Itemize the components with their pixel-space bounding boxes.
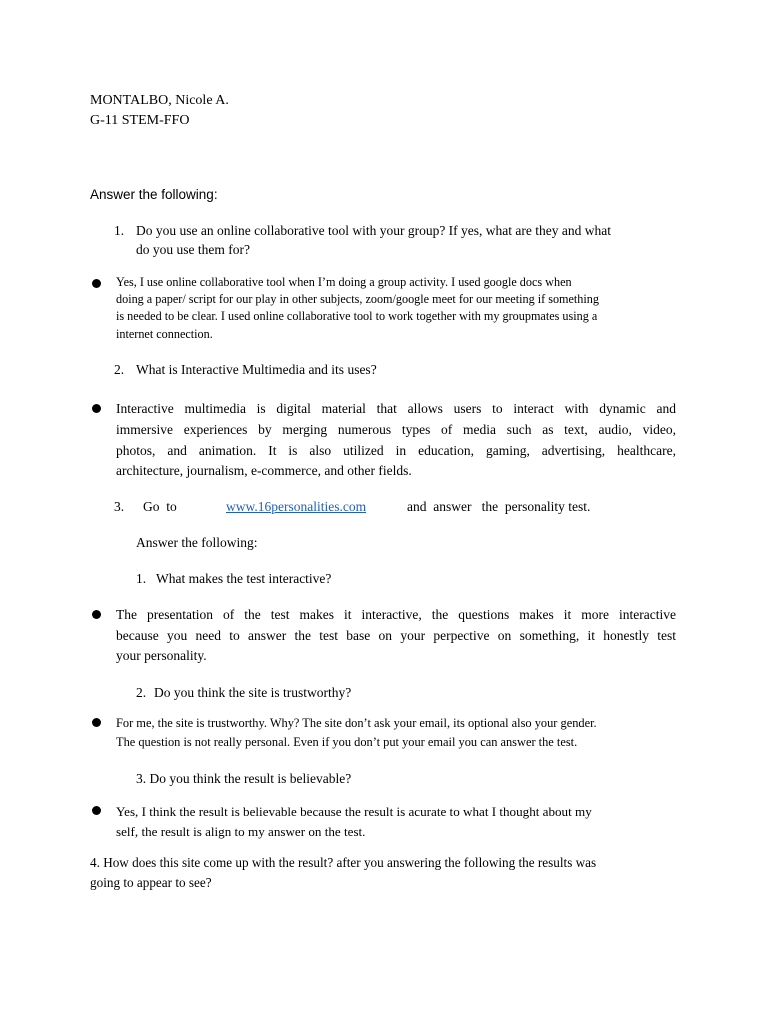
sub-answer-1	[116, 605, 676, 667]
answer-line: Yes, I use online collaborative tool when I’m doing a group activity. I used google docs when	[116, 275, 572, 289]
question-1-line: Do you use an online collaborative tool with your group? If yes, what are they and what	[136, 223, 611, 238]
sub-answer-3	[116, 802, 592, 841]
bullet-icon	[92, 806, 101, 815]
question-1-number: 1.	[114, 223, 125, 238]
question-1	[136, 221, 676, 259]
answer-line: because you need to answer the test base on your perpective on something, it honestly test	[116, 627, 676, 643]
sub-answer-2	[116, 714, 597, 752]
answer-line: self, the result is align to my answer on the test.	[116, 823, 366, 839]
question-2: What is Interactive Multimedia and its uses?	[136, 362, 377, 377]
sub-question-2-number: 2.	[136, 685, 147, 700]
answer-2	[116, 399, 676, 482]
question-4-line: 4. How does this site come up with the result? after you answering the following the results was	[90, 855, 597, 870]
bullet-icon	[92, 610, 101, 619]
student-name: MONTALBO, Nicole A.	[90, 93, 229, 108]
bullet-icon	[92, 279, 101, 288]
answer-line: The question is not really personal. Even if you don’t put your email you can answer the test.	[116, 735, 578, 749]
question-3-number: 3.	[114, 499, 125, 514]
question-4-line: going to appear to see?	[90, 875, 212, 890]
sub-question-3: 3. Do you think the result is believable?	[136, 771, 352, 786]
question-3-go-to: Go to	[143, 499, 177, 514]
sub-question-1-number: 1.	[136, 571, 147, 586]
answer-line: For me, the site is trustworthy. Why? The site don’t ask your email, its optional also your gender.	[116, 716, 597, 730]
answer-line: doing a paper/ script for our play in other subjects, zoom/google meet for our meeting if something	[116, 292, 599, 307]
question-3-text: and answer the personality test.	[407, 499, 591, 514]
instruction: Answer the following:	[90, 187, 218, 202]
answer-line: Yes, I think the result is believable because the result is acurate to what I thought about my	[116, 804, 592, 819]
bullet-icon	[92, 718, 101, 727]
sub-question-1: What makes the test interactive?	[156, 571, 332, 586]
question-4	[90, 853, 596, 893]
answer-line: is needed to be clear. I used online collaborative tool to work together with my groupmates using a	[116, 309, 598, 324]
sub-instruction: Answer the following:	[136, 535, 258, 550]
answer-line: architecture, journalism, e-commerce, and other fields.	[116, 463, 412, 479]
answer-line: internet connection.	[116, 326, 213, 341]
sub-question-2: Do you think the site is trustworthy?	[154, 685, 352, 700]
answer-line: The presentation of the test makes it interactive, the questions makes it more interactive	[116, 607, 676, 622]
answer-line: photos, and animation. It is also utilized in education, gaming, advertising, healthcare,	[116, 442, 676, 458]
answer-1	[116, 274, 599, 343]
student-section: G-11 STEM-FFO	[90, 113, 190, 128]
question-2-number: 2.	[114, 362, 125, 377]
personalities-link[interactable]: www.16personalities.com	[226, 499, 367, 514]
answer-line: immersive experiences by merging numerous types of media such as text, audio, video,	[116, 421, 676, 437]
question-1-line: do you use them for?	[136, 242, 250, 257]
bullet-icon	[92, 404, 101, 413]
answer-line: Interactive multimedia is digital material that allows users to interact with dynamic and	[116, 401, 676, 416]
answer-line: your personality.	[116, 648, 207, 664]
